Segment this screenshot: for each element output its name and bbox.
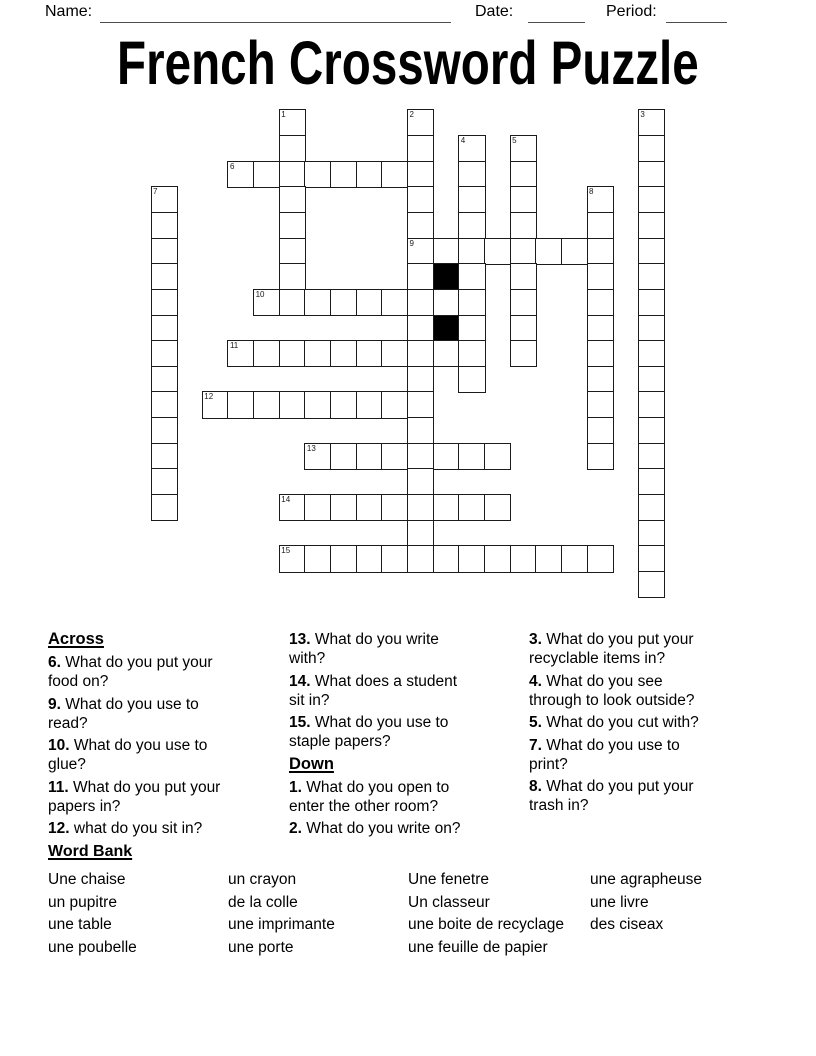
grid-cell[interactable] xyxy=(433,289,460,316)
grid-cell[interactable] xyxy=(458,443,485,470)
clue-number: 9. xyxy=(48,695,61,713)
grid-cell[interactable] xyxy=(510,186,537,213)
grid-cell[interactable] xyxy=(356,391,383,418)
grid-cell[interactable] xyxy=(510,545,537,572)
grid-cell[interactable] xyxy=(330,443,357,470)
clue-number: 3. xyxy=(529,631,542,648)
clue-number: 10. xyxy=(48,737,70,754)
word-bank xyxy=(48,843,788,973)
clue-number: 7. xyxy=(529,736,542,754)
grid-cell[interactable] xyxy=(587,340,614,367)
cell-number: 15 xyxy=(281,546,291,556)
grid-cell[interactable] xyxy=(381,391,408,418)
cell-number: 9 xyxy=(409,238,414,248)
grid-cell[interactable] xyxy=(433,340,460,367)
grid-cell[interactable] xyxy=(433,238,460,265)
word-bank-item: une agrapheuse xyxy=(590,871,703,888)
grid-cell[interactable] xyxy=(407,443,434,470)
grid-cell[interactable] xyxy=(638,545,665,572)
grid-cell[interactable] xyxy=(330,340,357,367)
grid-cell[interactable] xyxy=(510,161,537,188)
grid-cell[interactable] xyxy=(484,238,511,265)
clue-down-8 xyxy=(529,777,709,815)
grid-cell[interactable] xyxy=(227,391,254,418)
cell-number: 12 xyxy=(204,392,214,402)
clue-text: What do you write with? xyxy=(289,631,439,667)
grid-cell[interactable] xyxy=(458,212,485,239)
grid-cell[interactable] xyxy=(279,391,306,418)
clue-down-3 xyxy=(529,630,709,668)
grid-cell[interactable] xyxy=(151,468,178,495)
grid-cell[interactable] xyxy=(304,289,331,316)
cell-number: 14 xyxy=(281,495,291,505)
grid-cell[interactable] xyxy=(253,391,280,418)
grid-cell[interactable] xyxy=(330,545,357,572)
grid-cell[interactable] xyxy=(458,366,485,393)
grid-cell[interactable] xyxy=(638,340,665,367)
grid-cell[interactable] xyxy=(510,315,537,342)
word-bank-item: Un classeur xyxy=(408,893,490,911)
grid-cell[interactable] xyxy=(587,289,614,316)
grid-cell[interactable] xyxy=(279,545,306,572)
grid-cell[interactable] xyxy=(458,263,485,290)
grid-cell[interactable] xyxy=(587,186,614,213)
clues-column-3 xyxy=(529,630,709,819)
word-bank-item: une boite de recyclage xyxy=(408,916,564,934)
word-bank-item: une porte xyxy=(228,938,294,956)
clue-number: 13. xyxy=(289,631,311,648)
grid-cell[interactable] xyxy=(279,263,306,290)
grid-cell[interactable] xyxy=(510,238,537,265)
grid-cell[interactable] xyxy=(638,135,665,162)
grid-cell[interactable] xyxy=(638,263,665,290)
clue-across-13 xyxy=(289,630,469,668)
grid-cell[interactable] xyxy=(638,571,665,598)
grid-cell[interactable] xyxy=(587,212,614,239)
grid-cell[interactable] xyxy=(279,161,306,188)
grid-cell[interactable] xyxy=(253,161,280,188)
grid-cell[interactable] xyxy=(638,161,665,188)
grid-cell[interactable] xyxy=(587,443,614,470)
word-bank-item: Une fenetre xyxy=(408,871,489,888)
grid-cell[interactable] xyxy=(433,494,460,521)
grid-cell[interactable] xyxy=(638,520,665,547)
grid-cell[interactable] xyxy=(638,315,665,342)
clue-across-12 xyxy=(48,819,228,838)
clue-down-5 xyxy=(529,713,709,732)
grid-cell[interactable] xyxy=(151,417,178,444)
clue-number: 2. xyxy=(289,820,302,837)
word-bank-item: une poubelle xyxy=(48,938,137,956)
clue-text: What do you put your food on? xyxy=(48,654,213,690)
clue-number: 5. xyxy=(529,714,542,731)
word-bank-item: une table xyxy=(48,916,112,934)
grid-cell[interactable] xyxy=(151,340,178,367)
date-label: Date: xyxy=(475,3,514,20)
grid-cell[interactable] xyxy=(638,443,665,470)
grid-cell[interactable] xyxy=(279,494,306,521)
clue-number: 1. xyxy=(289,778,302,796)
cell-number: 10 xyxy=(255,289,265,299)
grid-cell[interactable] xyxy=(279,340,306,367)
grid-cell[interactable] xyxy=(587,238,614,265)
clue-text: What do you put your trash in? xyxy=(529,778,694,814)
grid-cell[interactable] xyxy=(253,289,280,316)
grid-cell[interactable] xyxy=(535,545,562,572)
name-label: Name: xyxy=(45,3,93,20)
grid-cell[interactable] xyxy=(304,545,331,572)
clues-column-2 xyxy=(289,630,469,842)
clue-text: What do you use to staple papers? xyxy=(289,714,449,750)
grid-cell[interactable] xyxy=(381,289,408,316)
grid-cell[interactable] xyxy=(458,135,485,162)
cell-number: 4 xyxy=(460,135,466,145)
word-bank-column-1 xyxy=(48,869,137,959)
grid-cell[interactable] xyxy=(484,545,511,572)
grid-cell[interactable] xyxy=(407,238,434,265)
clue-text: What do you write on? xyxy=(306,820,461,837)
clue-text: What do you cut with? xyxy=(546,714,699,731)
cell-number: 13 xyxy=(306,443,316,453)
grid-cell[interactable] xyxy=(638,109,665,136)
clue-number: 4. xyxy=(529,672,542,690)
word-bank-column-3 xyxy=(408,869,564,959)
grid-cell[interactable] xyxy=(638,289,665,316)
grid-cell[interactable] xyxy=(458,315,485,342)
grid-cell[interactable] xyxy=(407,135,434,162)
clue-across-10 xyxy=(48,736,228,774)
grid-cell[interactable] xyxy=(279,212,306,239)
clue-number: 11. xyxy=(48,778,69,796)
grid-cell[interactable] xyxy=(304,443,331,470)
grid-cell[interactable] xyxy=(433,545,460,572)
grid-cell[interactable] xyxy=(279,109,306,136)
clue-number: 15. xyxy=(289,714,311,731)
grid-cell[interactable] xyxy=(407,186,434,213)
grid-cell[interactable] xyxy=(356,161,383,188)
grid-cell[interactable] xyxy=(330,494,357,521)
grid-cell[interactable] xyxy=(587,315,614,342)
clue-text: What do you use to read? xyxy=(48,695,199,732)
cell-number: 6 xyxy=(229,161,235,171)
grid-cell[interactable] xyxy=(381,494,408,521)
grid-cell[interactable] xyxy=(253,340,280,367)
cell-number: 3 xyxy=(640,110,645,120)
grid-cell[interactable] xyxy=(381,545,408,572)
grid-cell[interactable] xyxy=(279,238,306,265)
black-cell xyxy=(433,263,460,290)
clue-number: 6. xyxy=(48,654,61,671)
grid-cell[interactable] xyxy=(510,289,537,316)
grid-cell[interactable] xyxy=(407,417,434,444)
grid-cell[interactable] xyxy=(484,494,511,521)
cell-number: 11 xyxy=(229,341,239,351)
clue-number: 8. xyxy=(529,778,542,795)
clue-number: 14. xyxy=(289,672,311,690)
grid-cell[interactable] xyxy=(535,238,562,265)
grid-cell[interactable] xyxy=(407,161,434,188)
grid-cell[interactable] xyxy=(433,443,460,470)
grid-cell[interactable] xyxy=(587,391,614,418)
grid-cell[interactable] xyxy=(356,545,383,572)
grid-cell[interactable] xyxy=(407,391,434,418)
word-bank-item: une imprimante xyxy=(228,916,335,934)
grid-cell[interactable] xyxy=(587,545,614,572)
clue-number: 12. xyxy=(48,820,70,837)
grid-cell[interactable] xyxy=(407,494,434,521)
grid-cell[interactable] xyxy=(561,545,588,572)
grid-cell[interactable] xyxy=(330,391,357,418)
grid-cell[interactable] xyxy=(638,212,665,239)
word-bank-item: de la colle xyxy=(228,893,298,911)
grid-cell[interactable] xyxy=(151,494,178,521)
grid-cell[interactable] xyxy=(407,468,434,495)
word-bank-item: un pupitre xyxy=(48,893,117,911)
grid-cell[interactable] xyxy=(561,238,588,265)
clue-text: What do you use to glue? xyxy=(48,737,208,773)
grid-cell[interactable] xyxy=(381,161,408,188)
grid-cell[interactable] xyxy=(151,263,178,290)
grid-cell[interactable] xyxy=(458,494,485,521)
grid-cell[interactable] xyxy=(151,212,178,239)
grid-cell[interactable] xyxy=(151,289,178,316)
clue-across-14 xyxy=(289,672,469,710)
clue-text: What does a student sit in? xyxy=(289,672,458,709)
grid-cell[interactable] xyxy=(279,135,306,162)
grid-cell[interactable] xyxy=(510,135,537,162)
grid-cell[interactable] xyxy=(510,212,537,239)
clue-text: What do you use to print? xyxy=(529,736,680,773)
clue-across-11 xyxy=(48,778,228,816)
grid-cell[interactable] xyxy=(638,238,665,265)
word-bank-item: une feuille de papier xyxy=(408,938,548,956)
grid-cell[interactable] xyxy=(407,520,434,547)
grid-cell[interactable] xyxy=(407,109,434,136)
grid-cell[interactable] xyxy=(151,391,178,418)
across-heading: Across xyxy=(48,630,104,648)
grid-cell[interactable] xyxy=(587,366,614,393)
grid-cell[interactable] xyxy=(356,340,383,367)
grid-cell[interactable] xyxy=(356,443,383,470)
cell-number: 8 xyxy=(589,187,594,197)
grid-cell[interactable] xyxy=(638,186,665,213)
grid-cell[interactable] xyxy=(304,391,331,418)
grid-cell[interactable] xyxy=(458,161,485,188)
grid-cell[interactable] xyxy=(638,391,665,418)
clue-text: What do you put your papers in? xyxy=(48,778,221,815)
grid-cell[interactable] xyxy=(638,366,665,393)
grid-cell[interactable] xyxy=(407,212,434,239)
clue-down-2 xyxy=(289,819,469,838)
clue-text: What do you see through to look outside? xyxy=(529,672,695,709)
grid-cell[interactable] xyxy=(407,545,434,572)
grid-cell[interactable] xyxy=(151,186,178,213)
word-bank-column-2 xyxy=(228,869,335,959)
grid-cell[interactable] xyxy=(407,340,434,367)
grid-cell[interactable] xyxy=(407,289,434,316)
grid-cell[interactable] xyxy=(638,468,665,495)
word-bank-heading: Word Bank xyxy=(48,843,133,860)
grid-cell[interactable] xyxy=(330,289,357,316)
clue-text: What do you open to enter the other room? xyxy=(289,778,450,815)
cell-number: 1 xyxy=(281,110,286,120)
clue-across-9 xyxy=(48,695,228,733)
grid-cell[interactable] xyxy=(227,161,254,188)
grid-cell[interactable] xyxy=(458,186,485,213)
clue-text: What do you put your recyclable items in? xyxy=(529,631,694,667)
grid-cell[interactable] xyxy=(458,340,485,367)
grid-cell[interactable] xyxy=(484,443,511,470)
grid-cell[interactable] xyxy=(510,263,537,290)
word-bank-column-4 xyxy=(590,869,702,937)
grid-cell[interactable] xyxy=(356,494,383,521)
grid-cell[interactable] xyxy=(330,161,357,188)
grid-cell[interactable] xyxy=(151,366,178,393)
grid-cell[interactable] xyxy=(510,340,537,367)
grid-cell[interactable] xyxy=(279,289,306,316)
grid-cell[interactable] xyxy=(407,263,434,290)
grid-cell[interactable] xyxy=(304,340,331,367)
word-bank-item: des ciseax xyxy=(590,916,664,934)
word-bank-item: Une chaise xyxy=(48,871,126,888)
clue-across-6 xyxy=(48,653,228,691)
cell-number: 5 xyxy=(512,135,517,145)
page-title: French Crossword Puzzle xyxy=(117,29,699,97)
clue-text: what do you sit in? xyxy=(73,820,203,837)
grid-cell[interactable] xyxy=(151,238,178,265)
clue-down-4 xyxy=(529,672,709,710)
word-bank-item: un crayon xyxy=(228,871,297,888)
clue-down-1 xyxy=(289,778,469,816)
grid-cell[interactable] xyxy=(381,340,408,367)
clue-down-7 xyxy=(529,736,709,774)
grid-cell[interactable] xyxy=(458,545,485,572)
period-label: Period: xyxy=(606,3,657,20)
grid-cell[interactable] xyxy=(202,391,229,418)
grid-cell[interactable] xyxy=(587,417,614,444)
word-bank-item: une livre xyxy=(590,893,649,911)
grid-cell[interactable] xyxy=(356,289,383,316)
black-cell xyxy=(433,315,460,342)
grid-cell[interactable] xyxy=(407,366,434,393)
grid-cell[interactable] xyxy=(304,494,331,521)
grid-cell[interactable] xyxy=(587,263,614,290)
clue-across-15 xyxy=(289,713,469,751)
cell-number: 2 xyxy=(409,110,414,120)
grid-cell[interactable] xyxy=(458,289,485,316)
grid-cell[interactable] xyxy=(638,494,665,521)
grid-cell[interactable] xyxy=(381,443,408,470)
grid-cell[interactable] xyxy=(227,340,254,367)
down-heading: Down xyxy=(289,754,334,773)
grid-cell[interactable] xyxy=(279,186,306,213)
grid-cell[interactable] xyxy=(638,417,665,444)
grid-cell[interactable] xyxy=(407,315,434,342)
grid-cell[interactable] xyxy=(304,161,331,188)
clues-column-1 xyxy=(48,630,228,842)
grid-cell[interactable] xyxy=(151,315,178,342)
grid-cell[interactable] xyxy=(458,238,485,265)
cell-number: 7 xyxy=(153,187,158,197)
grid-cell[interactable] xyxy=(151,443,178,470)
